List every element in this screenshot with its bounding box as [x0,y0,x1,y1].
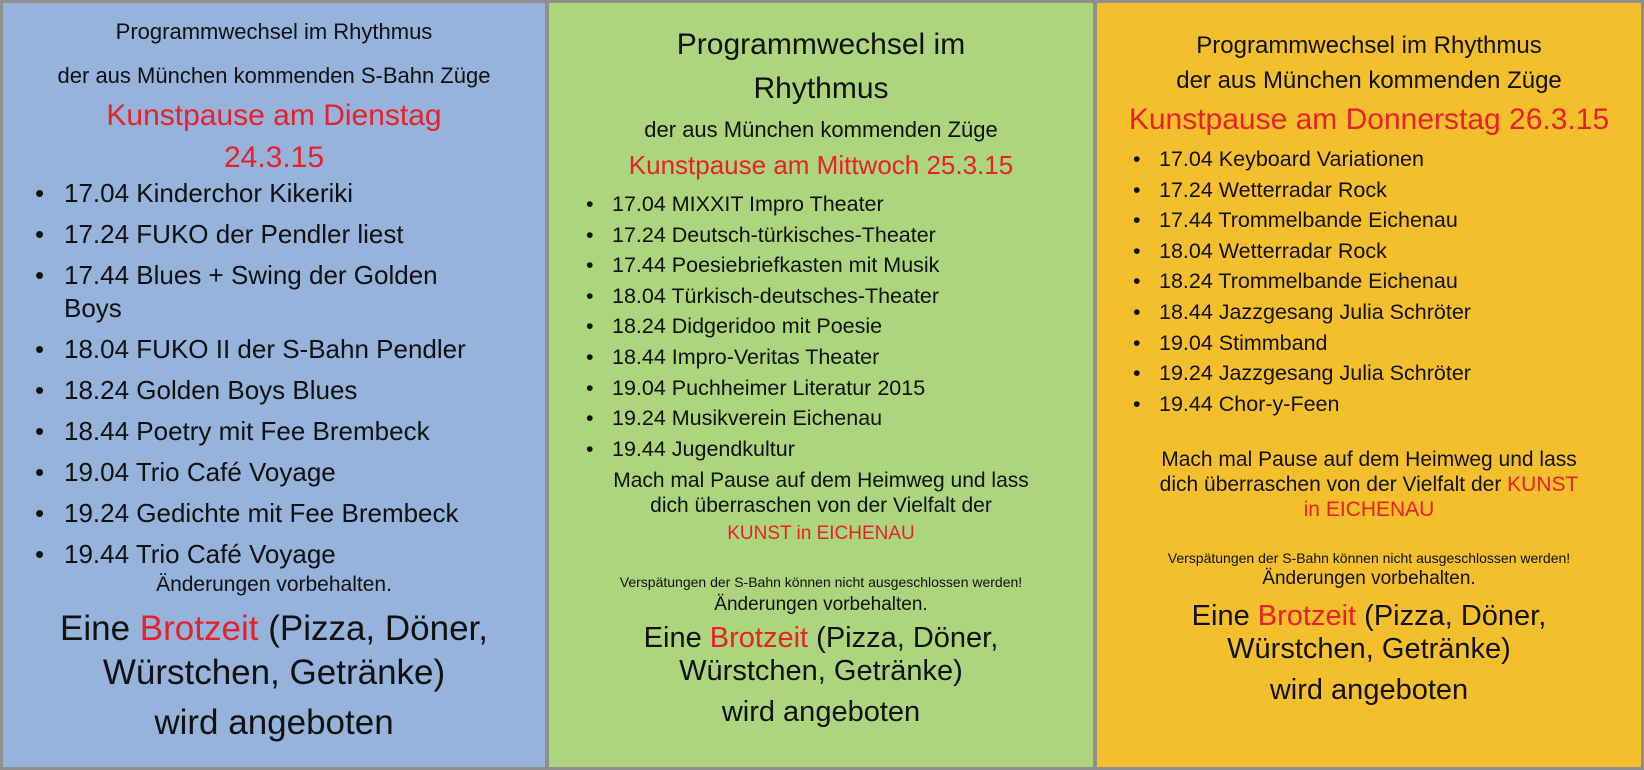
food-offer-line3: wird angeboten [721,696,921,729]
panel-thursday [1097,3,1641,767]
food-word: Eine [60,609,131,648]
panel-tuesday [3,3,545,767]
program-item: • 19.24 Musikverein Eichenau [612,403,1093,434]
program-item: • 18.44 Impro-Veritas Theater [612,342,1093,373]
panel-heading-line1: Programmwechsel im Rhythmus [115,19,433,44]
food-word: Eine [1191,600,1250,633]
program-list [612,189,1093,464]
food-offer-line1 [1097,600,1641,633]
program-item: • 17.44 Poesiebriefkasten mit Musik [612,250,1093,281]
delays-note: Verspätungen der S-Bahn können nicht ausgeschlossen werden! [1167,550,1571,567]
food-offer-line1 [3,607,545,651]
food-rest: (Pizza, Döner, [268,609,488,648]
kunst-eichenau: in EICHENAU [1303,498,1435,522]
program-list [64,177,545,571]
panel-wednesday [549,3,1093,767]
program-item: • 18.04 FUKO II der S-Bahn Pendler [64,333,545,366]
program-item: • 17.24 Wetterradar Rock [1159,175,1641,206]
panel-heading-line2: Rhythmus [753,72,889,105]
kunstpause-title: Kunstpause am Dienstag [106,99,442,132]
program-item: • 19.44 Trio Café Voyage [64,538,545,571]
program-item: • 17.04 Kinderchor Kikeriki [64,177,545,210]
panel-heading-line1: Programmwechsel im [676,28,966,61]
kunstpause-date: 24.3.15 [223,141,325,174]
program-item: • 18.04 Türkisch-deutsches-Theater [612,281,1093,312]
changes-note: Änderungen vorbehalten. [1262,568,1476,590]
program-item: • 18.24 Didgeridoo mit Poesie [612,311,1093,342]
delays-note: Verspätungen der S-Bahn können nicht ausgeschlossen werden! [619,574,1023,591]
program-item: • 19.44 Chor-y-Feen [1159,389,1641,420]
program-item: • 17.04 MIXXIT Impro Theater [612,189,1093,220]
pause-text-line2 [1097,472,1641,497]
program-item: • 18.44 Poetry mit Fee Brembeck [64,415,545,448]
program-item: • 17.24 FUKO der Pendler liest [64,218,545,251]
food-offer-line2: Würstchen, Getränke) [1227,633,1511,666]
program-item: • 18.24 Trommelbande Eichenau [1159,266,1641,297]
pause-text-line2: dich überraschen von der Vielfalt der [650,494,992,518]
changes-note: Änderungen vorbehalten. [156,573,392,596]
program-item: • 19.04 Trio Café Voyage [64,456,545,489]
food-rest: (Pizza, Döner, [1364,600,1547,633]
panel-heading-line3: der aus München kommenden Züge [644,117,998,142]
program-item: • 17.04 Keyboard Variationen [1159,144,1641,175]
program-item: • 19.04 Puchheimer Literatur 2015 [612,373,1093,404]
program-item: • 19.44 Jugendkultur [612,434,1093,465]
program-item: • 17.44 Blues + Swing der Golden Boys [64,259,494,325]
program-list [1159,144,1641,419]
program-item: • 18.44 Jazzgesang Julia Schröter [1159,297,1641,328]
food-offer-line2: Würstchen, Getränke) [102,653,446,692]
food-word: Eine [643,622,702,655]
panel-heading-line1: Programmwechsel im Rhythmus [1196,32,1542,59]
changes-note: Änderungen vorbehalten. [714,594,928,616]
food-offer-line3: wird angeboten [1269,674,1469,707]
kunstpause-title: Kunstpause am Donnerstag 26.3.15 [1128,103,1610,136]
food-offer-line3: wird angeboten [154,703,394,742]
kunst-word: KUNST [1507,473,1579,497]
panel-heading-line2: der aus München kommenden S-Bahn Züge [57,63,491,88]
program-item: • 19.04 Stimmband [1159,328,1641,359]
food-highlight: Brotzeit [709,622,809,655]
program-item: • 19.24 Jazzgesang Julia Schröter [1159,358,1641,389]
panel-heading-line2: der aus München kommenden Züge [1176,67,1562,94]
pause-text-line1: Mach mal Pause auf dem Heimweg und lass [613,469,1029,493]
food-highlight: Brotzeit [1257,600,1357,633]
program-item: • 18.04 Wetterradar Rock [1159,236,1641,267]
kunst-eichenau: KUNST in EICHENAU [727,523,915,545]
food-rest: (Pizza, Döner, [816,622,999,655]
pause-text-prefix: dich überraschen von der Vielfalt der [1159,473,1502,497]
food-offer-line2: Würstchen, Getränke) [679,655,963,688]
kunstpause-title: Kunstpause am Mittwoch 25.3.15 [628,150,1014,180]
program-item: • 17.24 Deutsch-türkisches-Theater [612,220,1093,251]
food-offer-line1 [549,622,1093,655]
program-item: • 17.44 Trommelbande Eichenau [1159,205,1641,236]
food-highlight: Brotzeit [139,609,259,648]
program-item: • 18.24 Golden Boys Blues [64,374,545,407]
program-item: • 19.24 Gedichte mit Fee Brembeck [64,497,545,530]
pause-text-line1: Mach mal Pause auf dem Heimweg und lass [1161,448,1577,472]
